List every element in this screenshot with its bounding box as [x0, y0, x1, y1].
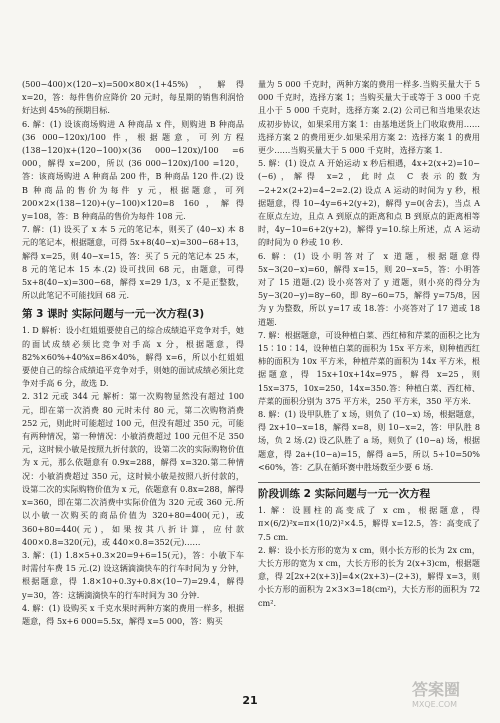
- answer-7-right: 7. 解：根据题意，可设种植白菜、西红柿和芹菜的面积之比为 15∶10∶14，设种植白菜的面积为 15x 平方米，则种植西红柿的面积为 10x 平方米，种植芹菜的面积为 14x 平方米，根据题意，得 15x+10x+14x=975，解得 x=25，则 15x=375，10x=250，14x=350.答：种植白菜、西红柿、芹菜的面积分别为 375 平方米，250 平方米，350 平方米.: [258, 329, 480, 406]
- watermark-logo: [412, 677, 492, 717]
- answer-4: 4. 解：(1) 设购买 x 千克水果时两种方案的费用一样多，根据题意，得 5x+6 000=5.5x，解得 x=5 000，答：购买: [22, 602, 244, 626]
- stage-answer-2: 2. 解：设小长方形的宽为 x cm，则小长方形的长为 2x cm，大长方形的宽为 x cm，大长方形的长为 2(x+3)cm，根据题意，得 2[2x+2(x+3)]=4×(2x+3)−(2+3)，解得 x=3，则小长方形的面积为 2×3×3=18(cm²)，大长方形的面积为 72 cm².: [258, 544, 480, 608]
- answer-4-continued: 量为 5 000 千克时，两种方案的费用一样多.当购买量大于 5 000 千克时，选择方案 1；当购买量大于或等于 3 000 千克且小于 5 000 千克时，选择方案 2.(2) 公司已和当地果农达成初步协议，如果采用方案 1：由基地送货上门收取费用……选择方案 2 的费用更少.如果采用方案 2：选择方案 1 的费用更少……当购买量大于 5 000 千克时，选择方案 1.: [258, 79, 480, 156]
- watermark-text: 答案圈: [412, 680, 461, 699]
- answer-6-right: 6. 解：(1) 设小明答对了 x 道题，根据题意得 5x−3(20−x)=60，解得 x=15，则 20−x=5，答：小明答对了 15 道题.(2) 设小亮答对了 y 道题，则小亮的得分为 5y−3(20−y)=8y−60，即 8y−60=75，解得 y=75/8，因为 y 为整数，所以 y=17 或 18.答：小亮答对了 17 道或 18 道题.: [258, 250, 480, 327]
- page-number: 21: [242, 694, 258, 707]
- stage-answer-1: 1. 解：设圆柱的高变成了 x cm，根据题意，得 π×(6/2)²x=π×(10/2)²×4.5，解得 x=12.5，答：高变成了 7.5 cm.: [258, 505, 480, 542]
- watermark-url: MXQE.COM: [412, 700, 458, 709]
- answer-6: 6. 解：(1) 设该商场购进 A 种商品 x 件，则购进 B 种商品 (36 000−120x)/100 件，根据题意，可列方程(138−120)x+(120−100)×(36 000−120x)/100 =6 000，解得 x=200，所以 (36 000−120x)/100 =120，答：该商场购进 A 种商品 200 件，B 种商品 120 件.(2) 设 B 种商品的售价为每件 y 元，根据题意，可列 200×2×(138−120)+(y−100)×120=8 160，解得 y=108，答：B 种商品的售价为每件 108 元.: [22, 118, 244, 222]
- answer-continued: (500−400)×(120−x)=500×80×(1+45%)，解得 x=20，答：每件售价应降价 20 元时，每星期的销售利润恰好达到 45%的预期目标.: [22, 79, 244, 116]
- section-heading-stage-training-2: 阶段训练 2 实际问题与一元一次方程: [258, 482, 480, 501]
- section-heading-lesson-3: 第 3 课时 实际问题与一元一次方程(3): [22, 308, 205, 321]
- answer-3: 3. 解：(1) 1.8×5+0.3×20=9+6=15(元)，答：小敏下车时需付车费 15 元.(2) 设这辆滴滴快车的行车时间为 y 分钟，根据题意，得 1.8×10+0.3y+0.8×(10−7)=29.4，解得 y=30，答：这辆滴滴快车的行车时间为 30 分钟.: [22, 549, 244, 600]
- left-column: [22, 78, 244, 628]
- answer-5: 5. 解：(1) 设点 A 开始运动 x 秒后相遇，4x+2(x+2)=10−(−6)，解得 x=2，此时点 C 表示的数为 −2+2×(2+2)=4−2=2.(2) 设点 A 运动的时间为 y 秒，根据题意，得 10−4y=6+2(y+2)，解得 y=0(舍去)，当点 A 在原点左边，且点 A 到原点的距离和点 B 到原点的距离相等时，4y−10=6+2(y+2)，解得 y=10.综上所述，点 A 运动的时间为 0 秒或 10 秒.: [258, 158, 480, 248]
- answer-2: 2. 312 元或 344 元 解析：第一次购物显然没有超过 100 元，即在第一次消费 80 元时未付 80 元，第二次购物消费 252 元，则此时可能超过 100 元，但没有超过 350 元，可能有两种情况，第一种情况：小敏消费超过 100 元但不足 350 元，这时候小敏是按照九折付款的，设第二次的实际购物价值为 x 元，那么依题意有 0.9x=288，解得 x=320.第二种情况：小敏消费超过 350 元，这时候小敏是按照八折付款的，设第二次的实际购物价值为 x 元，依题意有 0.8x=288，解得 x=360，即在第二次消费中实际价值为 320 元或 360 元.所以小敏一次购买的商品价值为 320+80=400(元)，或 360+80=440(元)，如果按其八折计算，应付款 400×0.8=320(元)，或 440×0.8=352(元)……: [22, 391, 244, 547]
- answer-7: 7. 解：(1) 设买了 x 本 5 元的笔记本，则买了 (40−x) 本 8 元的笔记本，根据题意，可得 5x+8(40−x)=300−68+13，解得 x=25，则 40−x=15，答：买了 5 元的笔记本 25 本，8 元的笔记本 15 本.(2) 设可找回 68 元，由题意，可得 5x+8(40−x)=300−68，解得 x=29 1/3，x 不是正整数，所以此笔记不可能找回 68 元.: [22, 224, 244, 301]
- answer-8: 8. 解：(1) 设甲队胜了 x 场，则负了 (10−x) 场，根据题意，得 2x+10−x=18，解得 x=8，则 10−x=2，答：甲队胜 8 场，负 2 场.(2) 设乙队胜了 a 场，则负了 (10−a) 场，根据题意，得 2a+(10−a)=15，解得 a=5，所以 5÷10=50%<60%，答：乙队在循环赛中胜场数至少要 6 场.: [258, 409, 480, 472]
- right-column: [258, 78, 480, 610]
- answer-1: 1. D 解析：设小红姐姐要使自己的综合成绩追平竞争对手，她的面试成绩必须比竞争对手高 x 分，根据题意，得 82%×60%+40%x=86×40%，解得 x=6，所以小红姐姐要使自己的综合成绩追平竞争对手，则她的面试成绩必须比竞争对手高 6 分，故选 D.: [22, 325, 244, 389]
